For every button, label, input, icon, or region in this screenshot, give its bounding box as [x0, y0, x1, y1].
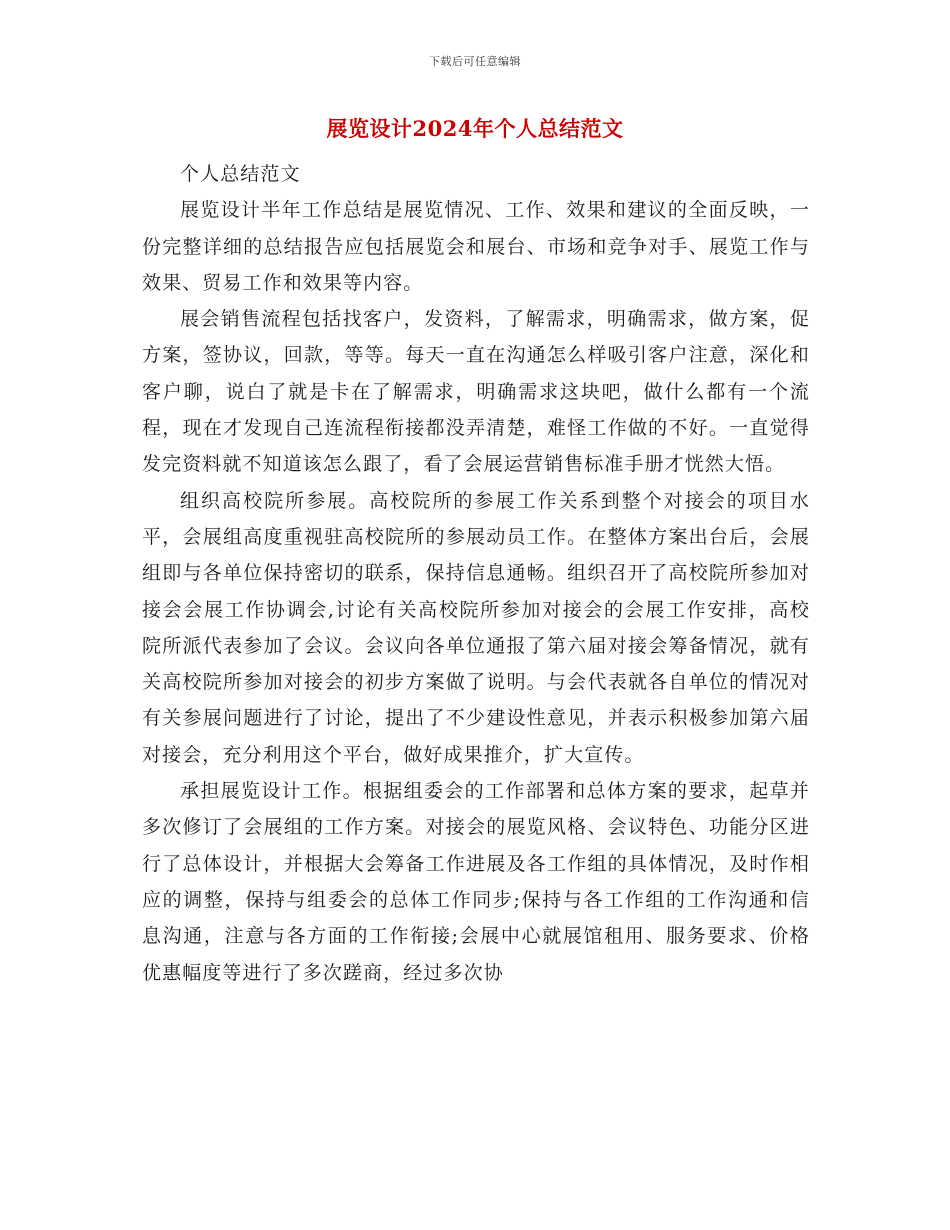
- paragraph: 组织高校院所参展。高校院所的参展工作关系到整个对接会的项目水平，会展组高度重视驻高校院所的参展动员工作。在整体方案出台后，会展组即与各单位保持密切的联系，保持信息通畅。组织召开了高校院所参加对接会会展工作协调会,讨论有关高校院所参加对接会的会展工作安排，高校院所派代表参加了会议。会议向各单位通报了第六届对接会筹备情况，就有关高校院所参加对接会的初步方案做了说明。与会代表就各自单位的情况对有关参展问题进行了讨论，提出了不少建设性意见，并表示积极参加第六届对接会，充分利用这个平台，做好成果推介，扩大宣传。: [142, 489, 810, 766]
- document-title: 展览设计2024年个人总结范文: [326, 116, 624, 141]
- header-note: 下载后可任意编辑: [429, 55, 521, 68]
- paragraph-subtitle: 个人总结范文: [180, 163, 301, 185]
- paragraph: 承担展览设计工作。根据组委会的工作部署和总体方案的要求，起草并多次修订了会展组的工作方案。对接会的展览风格、会议特色、功能分区进行了总体设计，并根据大会筹备工作进展及各工作组的具体情况，及时作相应的调整，保持与组委会的总体工作同步;保持与各工作组的工作沟通和信息沟通，注意与各方面的工作衔接;会展中心就展馆租用、服务要求、价格优惠幅度等进行了多次蹉商，经过多次协: [142, 780, 810, 984]
- paragraph: 展览设计半年工作总结是展览情况、工作、效果和建议的全面反映，一份完整详细的总结报告应包括展览会和展台、市场和竞争对手、展览工作与效果、贸易工作和效果等内容。: [142, 199, 810, 294]
- document-body: [142, 156, 810, 991]
- paragraph: 展会销售流程包括找客户，发资料，了解需求，明确需求，做方案，促方案，签协议，回款，等等。每天一直在沟通怎么样吸引客户注意，深化和客户聊，说白了就是卡在了解需求，明确需求这块吧，做什么都有一个流程，现在才发现自己连流程衔接都没弄清楚，难怪工作做的不好。一直觉得发完资料就不知道该怎么跟了，看了会展运营销售标准手册才恍然大悟。: [142, 308, 810, 476]
